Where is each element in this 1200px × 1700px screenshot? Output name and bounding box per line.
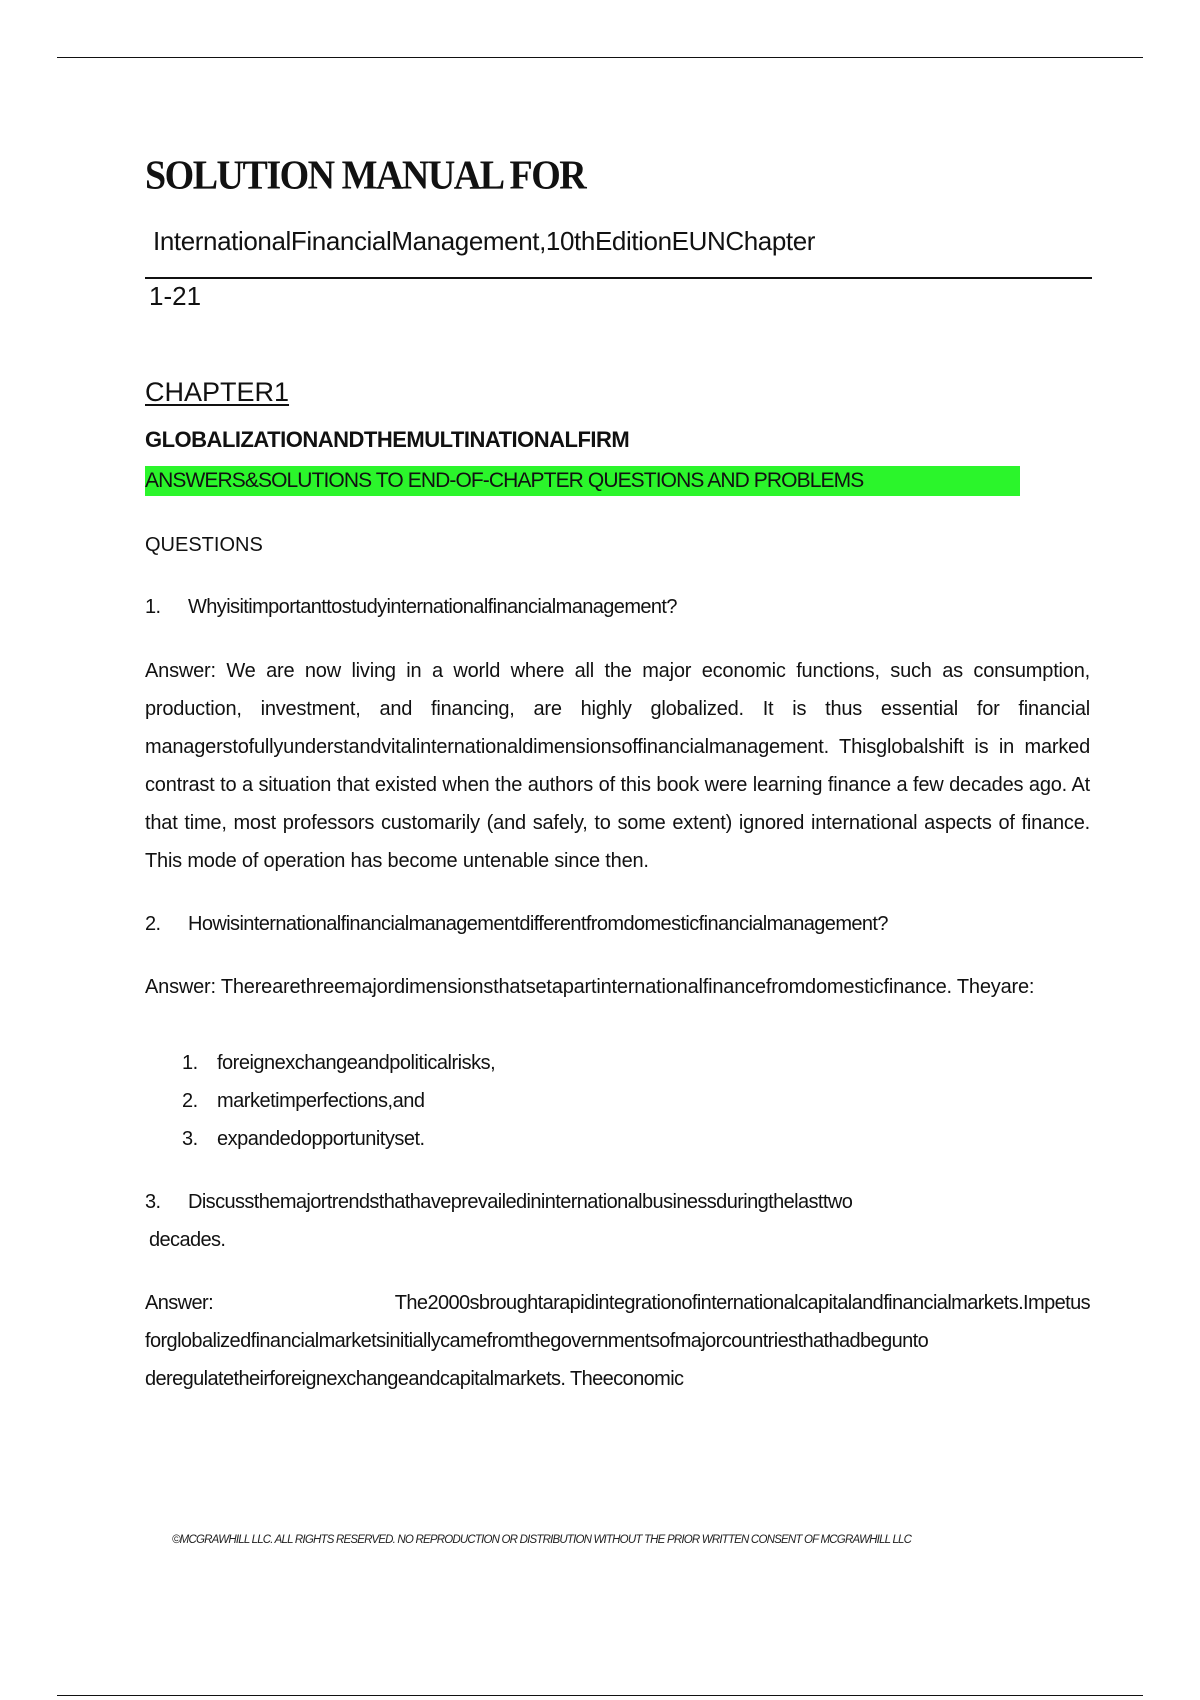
question-number: 1.: [145, 596, 161, 618]
question-text: Whyisitimportanttostudyinternationalfinancialmanagement?: [188, 596, 677, 618]
document-title: SOLUTION MANUAL FOR: [145, 153, 586, 199]
bottom-rule: [57, 1695, 1143, 1696]
question-1: [145, 596, 677, 619]
question-number: 2.: [145, 913, 161, 935]
top-rule: [57, 57, 1143, 58]
answer-2-list: [182, 1044, 495, 1158]
answer-3: [145, 1284, 1090, 1398]
answer-text: Answer: We are now living in a world where all the major economic functions, such as consumption, production, investment, and financing, are highly globalized. It is thus essential for financial managerstofullyunderstandvitalinternationaldimensionsoffinancialmanagement. Thisglobalshift is in marked contrast to a situation that existed when the authors of this book were learning finance a few decades ago. At that time, most professors customarily (and safely, to some extent) ignored international aspects of finance. This mode of operation has become untenable since then.: [145, 660, 1090, 872]
document-subtitle: InternationalFinancialManagement,10thEditionEUNChapter: [153, 226, 816, 256]
answer-1: [145, 652, 1090, 880]
copyright-footer: ©MCGRAWHILL LLC. ALL RIGHTS RESERVED. NO REPRODUCTION OR DISTRIBUTION WITHOUT THE PRIOR WRITTEN CONSENT OF MCGRAWHILL LLC: [172, 1534, 912, 1546]
chapter-number: CHAPTER1: [145, 377, 290, 407]
chapter-title: GLOBALIZATIONANDTHEMULTINATIONALFIRM: [145, 427, 630, 452]
list-item: 3. expandedopportunityset.: [182, 1128, 425, 1150]
question-text: Howisinternationalfinancialmanagementdifferentfromdomesticfinancialmanagement?: [188, 913, 888, 935]
subtitle-rule: [145, 277, 1092, 279]
questions-heading: QUESTIONS: [145, 534, 263, 556]
question-text-continued: decades.: [149, 1229, 226, 1251]
answer-2: [145, 968, 1065, 1006]
list-item: 1. foreignexchangeandpoliticalrisks,: [182, 1052, 496, 1074]
answer-text: Answer: Therearethreemajordimensionsthatsetapartinternationalfinancefromdomesticfinance. Theyare:: [145, 976, 1035, 998]
answers-banner: ANSWERS&SOLUTIONS TO END-OF-CHAPTER QUESTIONS AND PROBLEMS: [145, 466, 1020, 496]
question-2: [145, 913, 888, 936]
document-subtitle-continued: 1-21: [149, 281, 202, 311]
question-number: 3.: [145, 1191, 161, 1213]
answer-text: Answer: The2000sbroughtarapidintegrationofinternationalcapitalandfinancialmarkets.Impetus forglobalizedfinancialmarketsinitiallycamefromthegovernmentsofmajorcountriesthathadbegunto deregulatetheirforeignexchangeandcapitalmarkets. Theeconomic: [145, 1292, 1090, 1390]
question-text: Discussthemajortrendsthathaveprevailedininternationalbusinessduringthelasttwo: [188, 1191, 853, 1213]
question-3: [145, 1191, 852, 1214]
list-item: 2. marketimperfections,and: [182, 1090, 425, 1112]
question-3-continued: [149, 1229, 225, 1252]
